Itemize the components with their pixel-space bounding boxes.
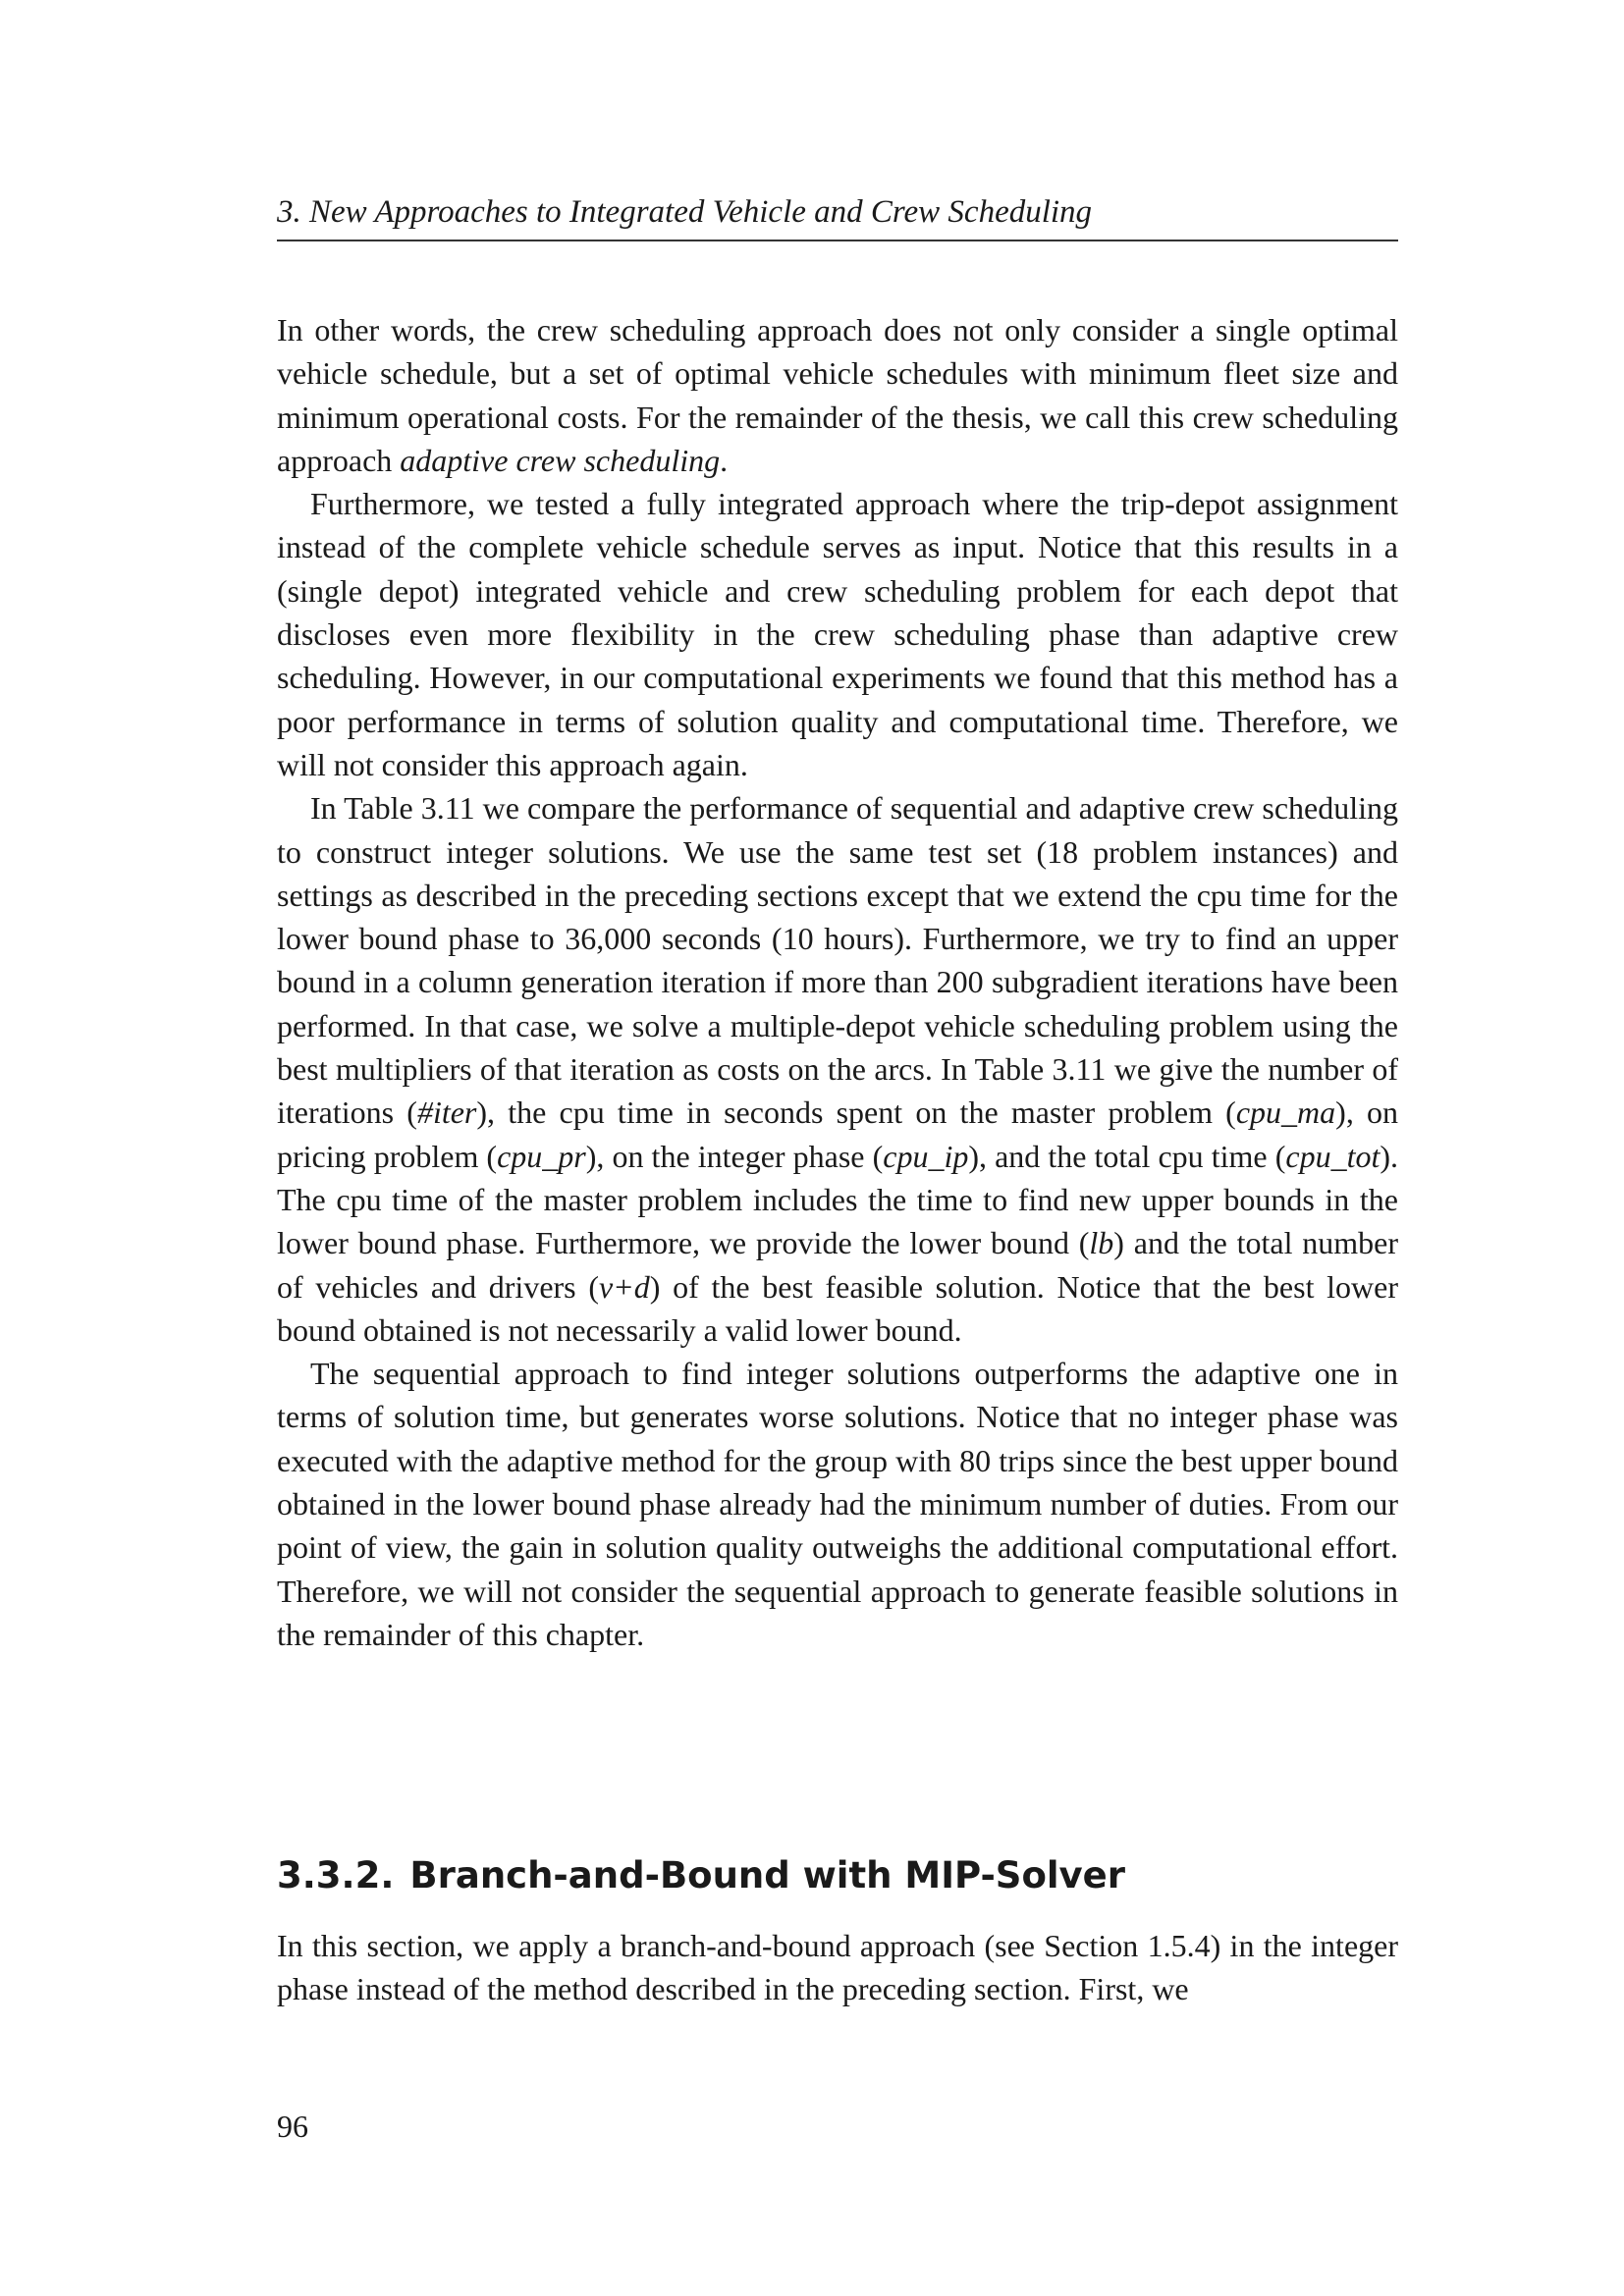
page-number: 96	[277, 2109, 308, 2144]
paragraph-2: Furthermore, we tested a fully integrated approach where the trip-depot assignment instead of the complete vehicle schedule serves as input. Notice that this results in a (single depot) integrated vehicle and crew scheduling problem for each depot that discloses even more flexibility in the crew scheduling phase than adaptive crew scheduling. However, in our computational experiments we found that this method has a poor performance in terms of solution quality and computational time. Therefore, we will not consider this approach again.	[277, 486, 1398, 782]
paragraph-1-text: In other words, the crew scheduling approach does not only consider a single optimal vehicle schedule, but a set of optimal vehicle schedules with minimum fleet size and minimum operational costs. For the remainder of the thesis, we call this crew scheduling approach	[277, 312, 1398, 478]
symbol-v-plus-d: v+d	[598, 1268, 650, 1305]
symbol-cpu-pr: cpu_pr	[497, 1138, 586, 1174]
paragraph-1	[277, 308, 1398, 482]
paragraph-1-end: .	[720, 442, 729, 478]
section-title: Branch-and-Bound with MIP-Solver	[409, 1854, 1126, 1896]
body-text	[277, 308, 1398, 1656]
paragraph-4: The sequential approach to find integer solutions outperforms the adaptive one in terms of solution time, but generates worse solutions. Notice that no integer phase was executed with the adaptive method for the group with 80 trips since the best upper bound obtained in the lower bound phase already had the minimum number of duties. From our point of view, the gain in solution quality outweighs the additional computational effort. Therefore, we will not consider the sequential approach to generate feasible solutions in the remainder of this chapter.	[277, 1356, 1398, 1652]
paragraph-3-text-1: In Table 3.11 we compare the performance of sequential and adaptive crew scheduling to construct integer solutions. We use the same test set (18 problem instances) and settings as described in the preceding sections except that we extend the cpu time for the lower bound phase to 36,000 seconds (10 hours). Furthermore, we try to find an upper bound in a column generation iteration if more than 200 subgradient iterations have been performed. In that case, we solve a multiple-depot vehicle scheduling problem using the best multipliers of that iteration as costs on the arcs. In Table 3.11 we give the number of iterations (	[277, 790, 1398, 1131]
symbol-cpu-ip: cpu_ip	[883, 1138, 969, 1174]
paragraph-3-text-6: ). The cpu time of the master problem includes the time to find new upper bounds in the lower bound phase. Furthermore, we provide the lower bound (	[277, 1138, 1399, 1261]
symbol-cpu-tot: cpu_tot	[1285, 1138, 1380, 1174]
paragraph-3	[277, 786, 1398, 1352]
paragraph-3-text-4: ), on the integer phase (	[585, 1138, 884, 1174]
symbol-lb: lb	[1089, 1225, 1114, 1261]
symbol-iter: #iter	[416, 1095, 477, 1131]
paragraph-3-text-5: ), and the total cpu time (	[968, 1138, 1286, 1174]
section-paragraph: In this section, we apply a branch-and-bound approach (see Section 1.5.4) in the integer phase instead of the method described in the preceding section. First, we	[277, 1928, 1398, 2007]
running-header: 3. New Approaches to Integrated Vehicle and Crew Scheduling	[277, 192, 1398, 241]
term-adaptive-crew-scheduling: adaptive crew scheduling	[400, 442, 721, 478]
paragraph-3-text-3: ), on pricing problem (	[277, 1095, 1399, 1174]
symbol-cpu-ma: cpu_ma	[1235, 1095, 1336, 1131]
section-number: 3.3.2.	[277, 1854, 395, 1896]
paragraph-3-text-8: ) of the best feasible solution. Notice that the best lower bound obtained is not necessarily a valid lower bound.	[277, 1268, 1398, 1348]
paragraph-3-text-2: ), the cpu time in seconds spent on the master problem (	[476, 1095, 1236, 1131]
paragraph-3-text-7: ) and the total number of vehicles and drivers (	[277, 1225, 1399, 1305]
section-heading	[277, 1853, 1398, 1898]
